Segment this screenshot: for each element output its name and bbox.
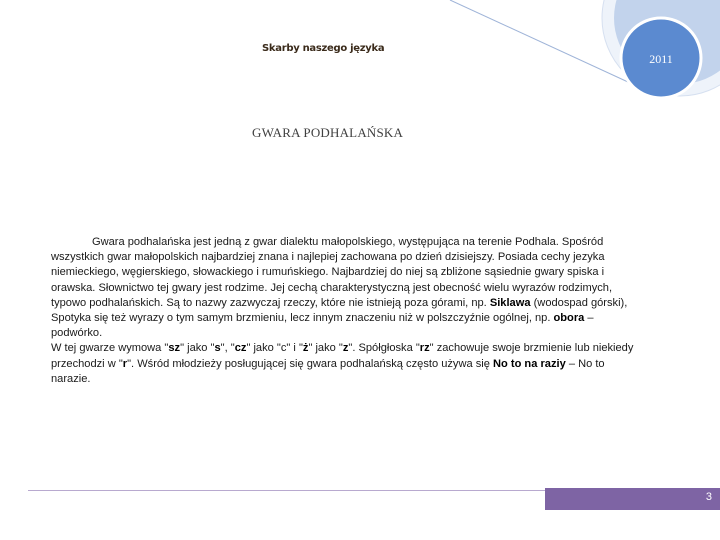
paragraph-2: W tej gwarze wymowa "sz" jako "s", "cz" jako "c" i "ż" jako "z". Spółgłoska "rz" zachowuje swoje brzmienie lub niekiedy przechodzi w "r". Wśród młodzieży posługującej się gwara podhalańską często używa się No to na raziy – No to narazie. [51,342,634,385]
section-title: GWARA PODHALAŃSKA [252,125,404,140]
term-obora: obora [553,312,585,325]
decorative-diagonal-line [450,0,628,82]
body-text [51,235,641,387]
year-label: 2011 [649,52,673,66]
page-number: 3 [705,491,712,503]
paragraph-1: Gwara podhalańska jest jedną z gwar dialektu małopolskiego, występująca na terenie Podhala. Spośród wszystkich gwar małopolskich najbardziej znana i najlepiej zachowana po dzień dzisiejszy. Posiada cechy jezyka niemieckiego, węgierskiego, słowackiego i rumuńskiego. Najbardziej do niej są zbliżone sąsiednie gwary spiska i orawska. Słownictwo tej gwary jest rodzime. Jej cechą charakterystyczną jest obecność wielu wyrazów rodzimych, typowo podhalańskich. Są to nazwy zazwyczaj rzeczy, które nie istnieją poza górami, np. Siklawa (wodospad górski), Spotyka się też wyrazy o tym samym brzmieniu, lecz innym znaczeniu niż w polszczyźnie ogólnej, np. obora – podwórko. [51,236,628,340]
header-title: Skarby naszego języka [262,43,385,54]
term-siklawa: Siklawa [489,296,531,309]
footer-bar [545,488,720,510]
term-phrase: No to na raziy [493,357,566,370]
